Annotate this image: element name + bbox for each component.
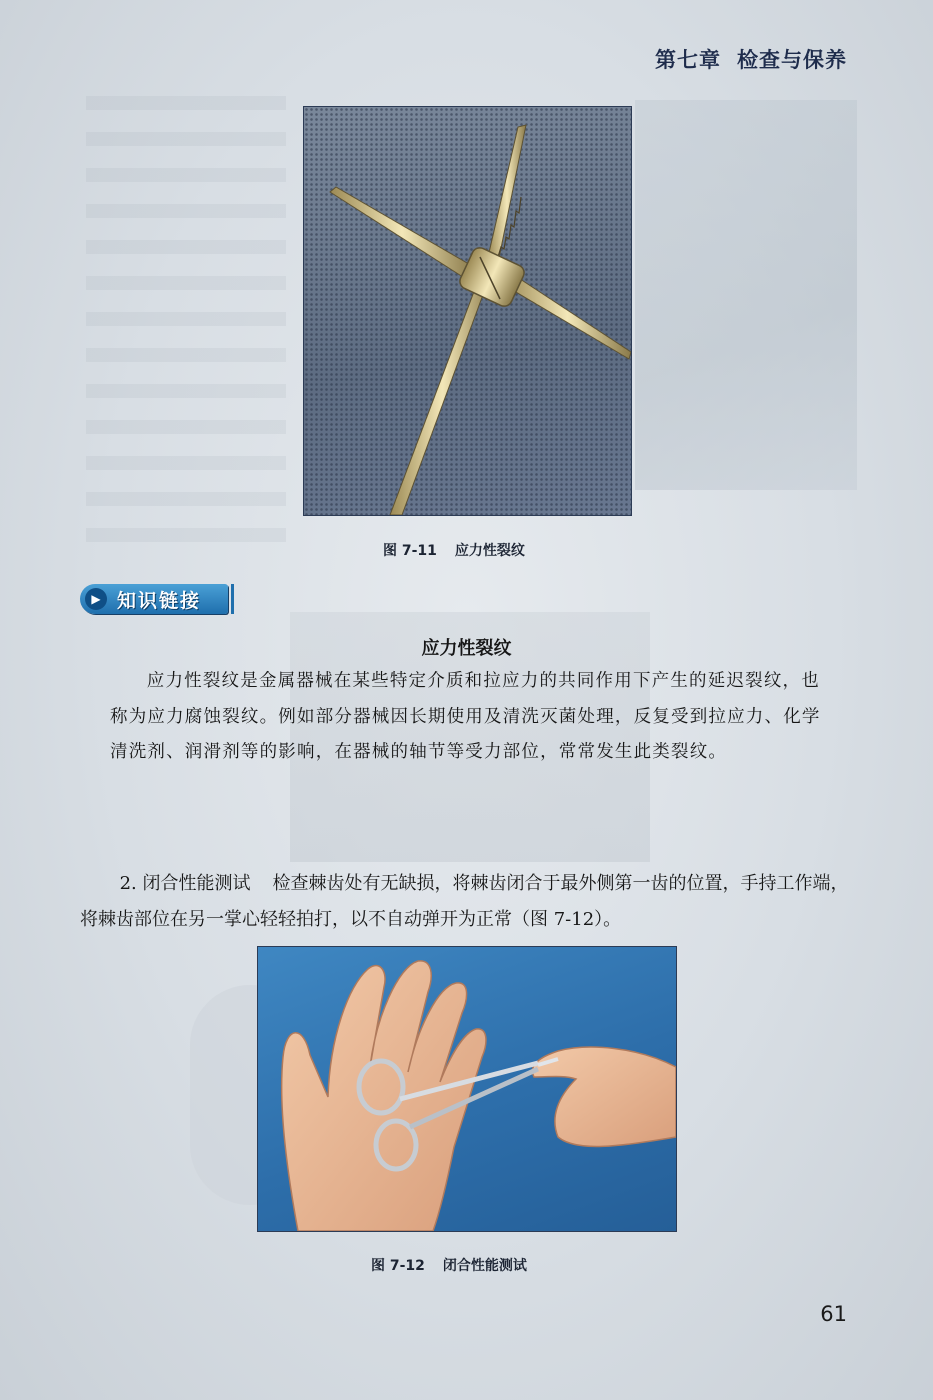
knowledge-link-label: 知识链接 <box>117 589 202 612</box>
running-header <box>655 44 847 74</box>
section-paragraph <box>80 866 852 938</box>
section-closing-test <box>80 866 852 938</box>
scissors-illustration <box>304 107 631 515</box>
figure-number: 图 7-11 <box>383 543 437 559</box>
figure-title: 应力性裂纹 <box>454 543 525 559</box>
figure-7-11-caption <box>383 540 525 560</box>
chapter-title: 检查与保养 <box>737 47 847 72</box>
figure-number: 图 7-12 <box>371 1258 425 1274</box>
badge-divider <box>231 584 234 614</box>
chapter-number: 第七章 <box>655 47 721 72</box>
knowledge-link-text <box>110 664 822 771</box>
section-heading: 2. 闭合性能测试 <box>119 873 251 894</box>
bleed-through-text <box>86 96 286 556</box>
figure-7-12-caption <box>371 1255 527 1275</box>
knowledge-link-title: 应力性裂纹 <box>421 638 512 659</box>
section-text: 检查棘齿处有无缺损，将棘齿闭合于最外侧第一齿的位置，手持工作端，将棘齿部位在另一掌心轻轻拍打，以不自动弹开为正常（图 7-12）。 <box>80 873 849 930</box>
hand-closing-test-illustration <box>258 947 676 1231</box>
figure-7-11-photo <box>303 106 632 516</box>
knowledge-link-paragraph: 应力性裂纹是金属器械在某些特定介质和拉应力的共同作用下产生的延迟裂纹，也称为应力腐蚀裂纹。例如部分器械因长期使用及清洗灭菌处理，反复受到拉应力、化学清洗剂、润滑剂等的影响，在器械的轴节等受力部位，常常发生此类裂纹。 <box>110 671 821 762</box>
figure-7-12-photo <box>257 946 677 1232</box>
knowledge-link-badge <box>80 584 228 614</box>
play-arrow-icon: ▶ <box>85 588 107 610</box>
bleed-through-image <box>635 100 857 490</box>
page-number: 61 <box>820 1302 847 1326</box>
figure-title: 闭合性能测试 <box>442 1258 527 1274</box>
